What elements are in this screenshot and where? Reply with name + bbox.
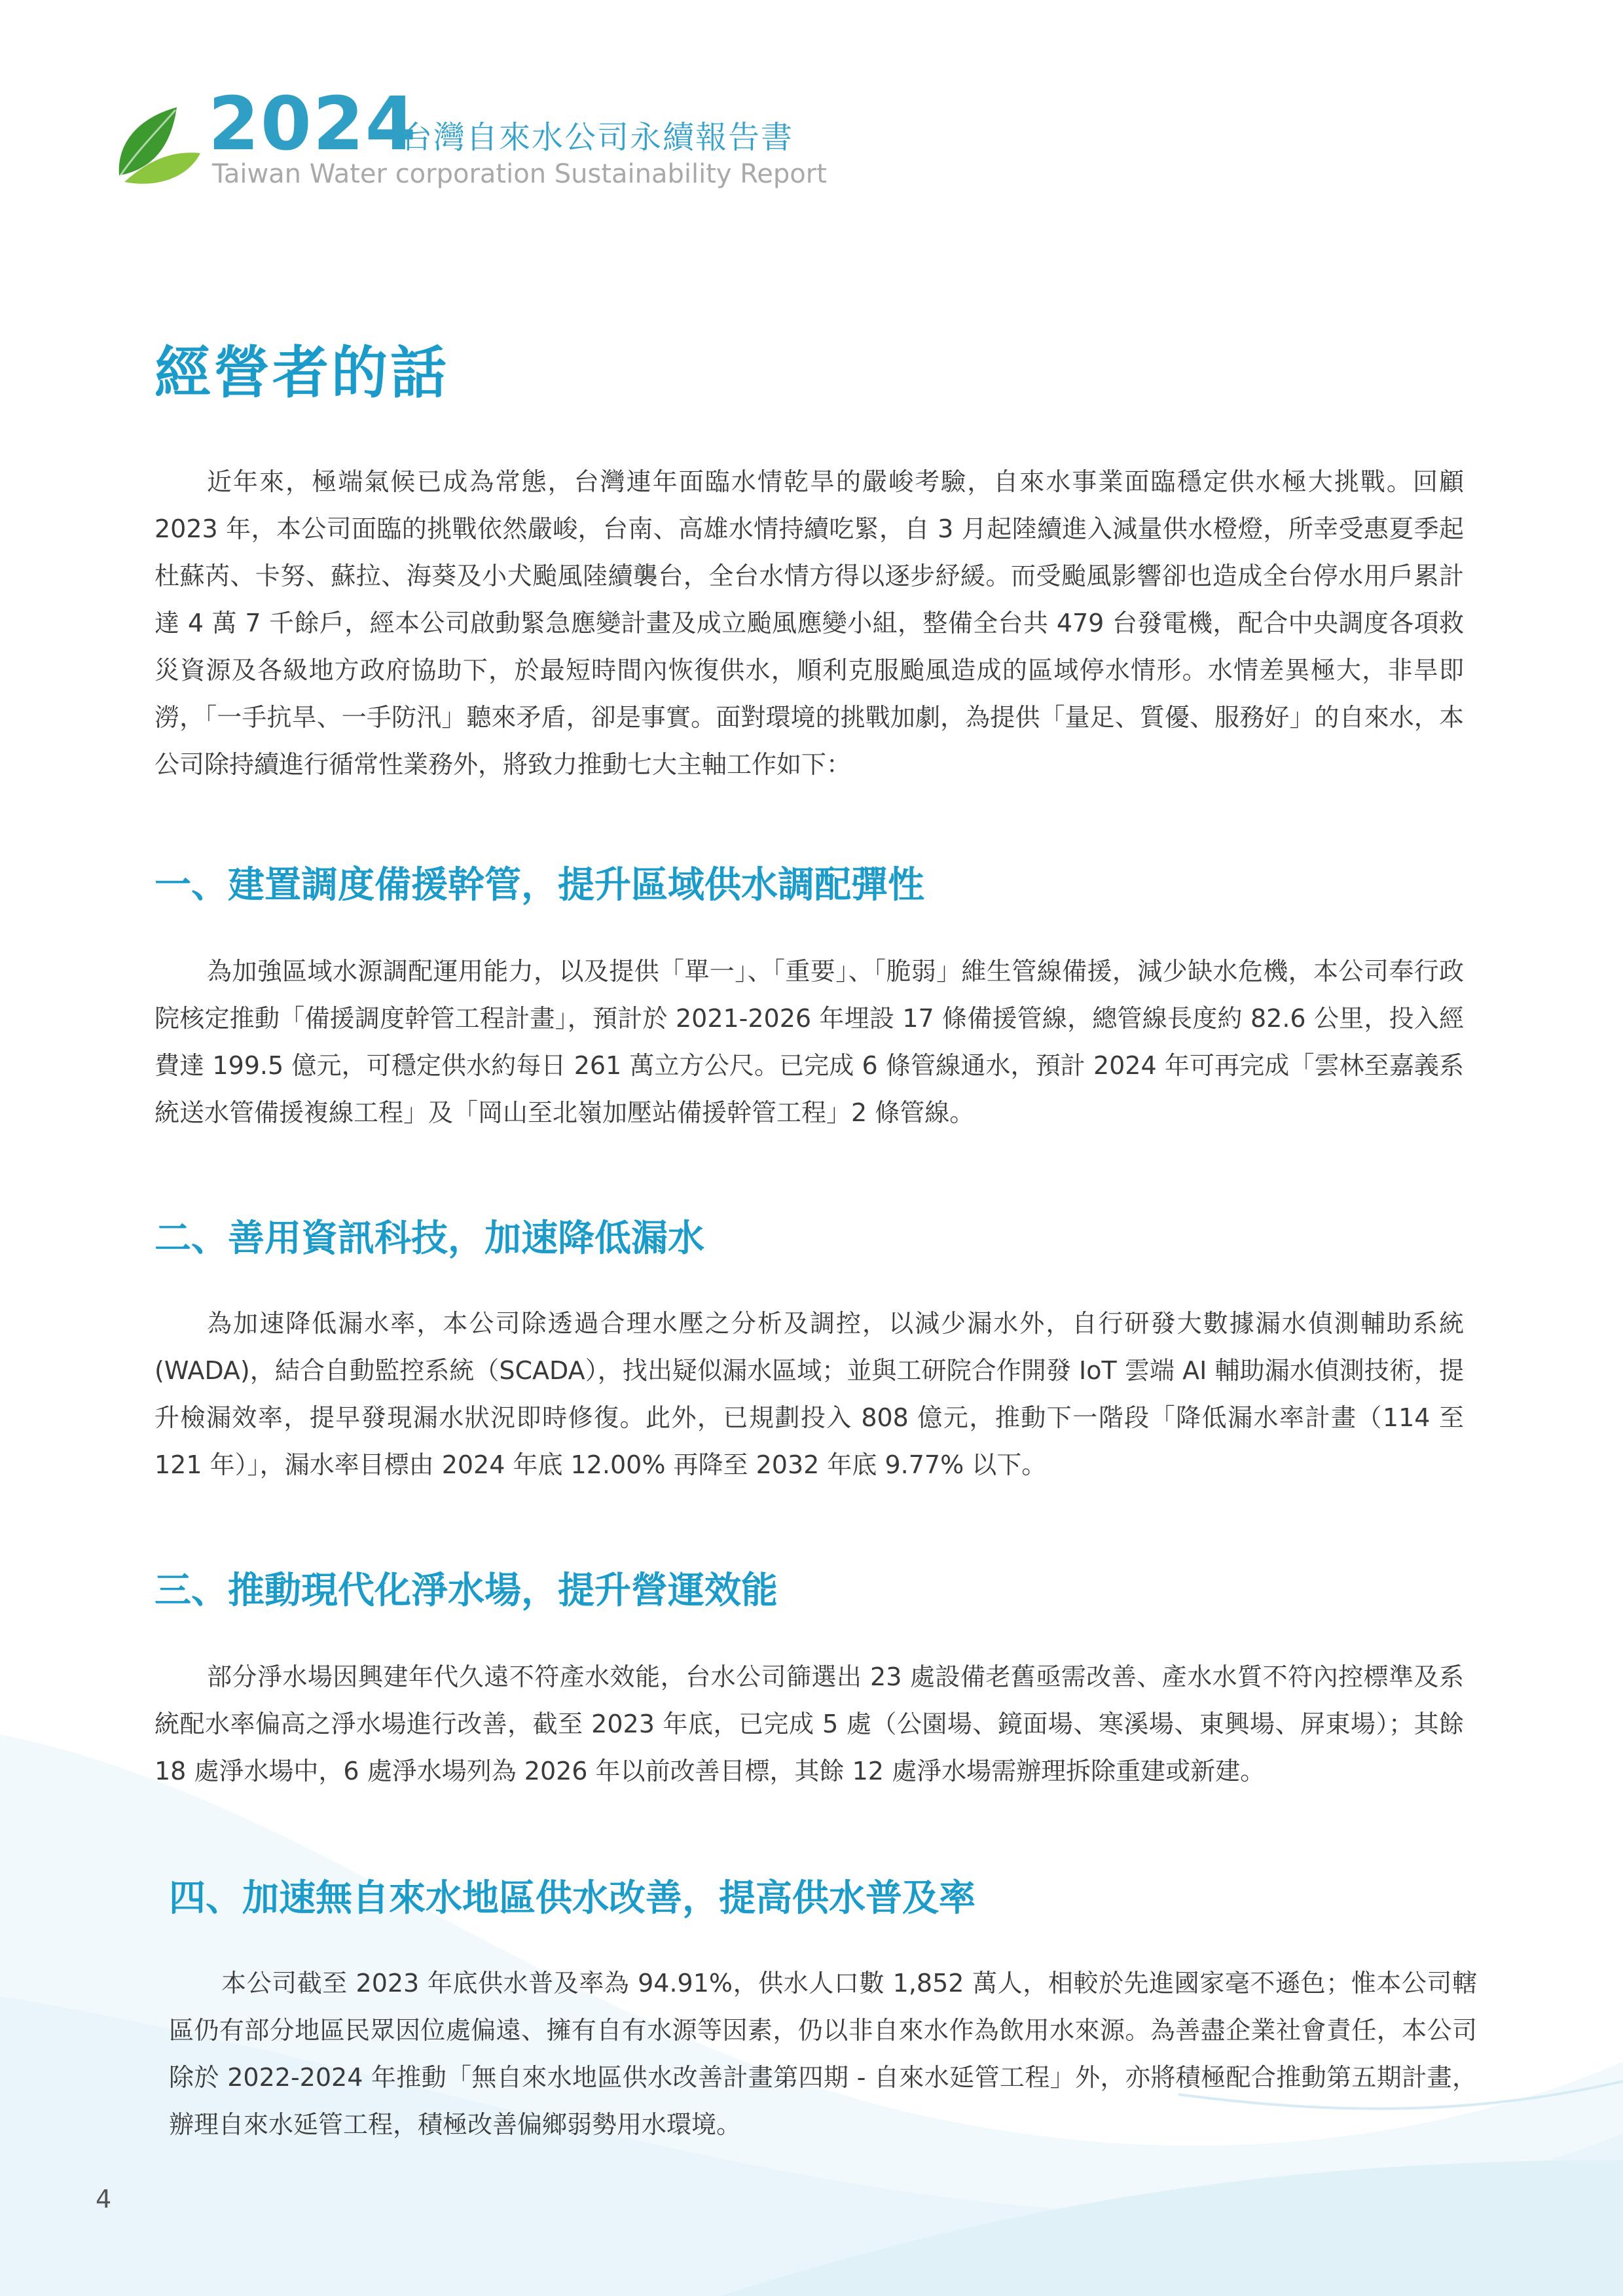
section-body: 部分淨水場因興建年代久遠不符產水效能，台水公司篩選出 23 處設備老舊亟需改善、產水水質不符內控標準及系統配水率偏高之淨水場進行改善，截至 2023 年底，已完成 5 處（公園場、鏡面場、寒溪場、東興場、屏東場）；其餘 18 處淨水場中，6 處淨水場列為 2026 年以前改善目標，其餘 12 處淨水場需辦理拆除重建或新建。: [155, 1662, 1464, 1785]
section-body: 為加速降低漏水率，本公司除透過合理水壓之分析及調控，以減少漏水外，自行研發大數據漏水偵測輔助系統 (WADA)，結合自動監控系統（SCADA），找出疑似漏水區域；並與工研院合作開發 IoT 雲端 AI 輔助漏水偵測技術，提升檢漏效率，提早發現漏水狀況即時修復。此外，已規劃投入 808 億元，推動下一階段「降低漏水率計畫（114 至 121 年）」，漏水率目標由 2024 年底 12.00% 再降至 2032 年底 9.77% 以下。: [155, 1309, 1464, 1479]
section-body: 為加強區域水源調配運用能力，以及提供「單一」、「重要」、「脆弱」維生管線備援，減少缺水危機，本公司奉行政院核定推動「備援調度幹管工程計畫」，預計於 2021-2026 年埋設 17 條備援管線，總管線長度約 82.6 公里，投入經費達 199.5 億元，可穩定供水約每日 261 萬立方公尺。已完成 6 條管線通水，預計 2024 年可再完成「雲林至嘉義系統送水管備援複線工程」及「岡山至北嶺加壓站備援幹管工程」2 條管線。: [155, 957, 1464, 1127]
section-heading: 二、善用資訊科技，加速降低漏水: [155, 1217, 704, 1260]
section-heading: 三、推動現代化淨水場，提升營運效能: [155, 1570, 778, 1612]
section-heading: 四、加速無自來水地區供水改善，提高供水普及率: [169, 1877, 976, 1920]
intro-paragraph: 近年來，極端氣候已成為常態，台灣連年面臨水情乾旱的嚴峻考驗，自來水事業面臨穩定供水極大挑戰。回顧 2023 年，本公司面臨的挑戰依然嚴峻，台南、高雄水情持續吃緊，自 3 月起陸續進入減量供水橙燈，所幸受惠夏季起杜蘇芮、卡努、蘇拉、海葵及小犬颱風陸續襲台，全台水情方得以逐步紓緩。而受颱風影響卻也造成全台停水用戶累計達 4 萬 7 千餘戶，經本公司啟動緊急應變計畫及成立颱風應變小組，整備全台共 479 台發電機，配合中央調度各項救災資源及各級地方政府協助下，於最短時間內恢復供水，順利克服颱風造成的區域停水情形。水情差異極大，非旱即澇，「一手抗旱、一手防汛」聽來矛盾，卻是事實。面對環境的挑戰加劇，為提供「量足、質優、服務好」的自來水，本公司除持續進行循常性業務外，將致力推動七大主軸工作如下：: [155, 467, 1464, 779]
report-year: 2024: [208, 82, 418, 167]
section-body: 本公司截至 2023 年底供水普及率為 94.91%，供水人口數 1,852 萬人，相較於先進國家毫不遜色；惟本公司轄區仍有部分地區民眾因位處偏遠、擁有自有水源等因素，仍以非自來水作為飲用水來源。為善盡企業社會責任，本公司除於 2022-2024 年推動「無自來水地區供水改善計畫第四期 - 自來水延管工程」外，亦將積極配合推動第五期計畫，辦理自來水延管工程，積極改善偏鄉弱勢用水環境。: [169, 1969, 1477, 2139]
report-subtitle: Taiwan Water corporation Sustainability Report: [212, 159, 827, 189]
report-title: 台灣自來水公司永續報告書: [401, 119, 794, 156]
page-number: 4: [96, 2185, 112, 2214]
leaf-logo-icon: [111, 98, 203, 190]
section-heading: 一、建置調度備援幹管，提升區域供水調配彈性: [155, 864, 924, 906]
page-title: 經營者的話: [155, 340, 449, 406]
